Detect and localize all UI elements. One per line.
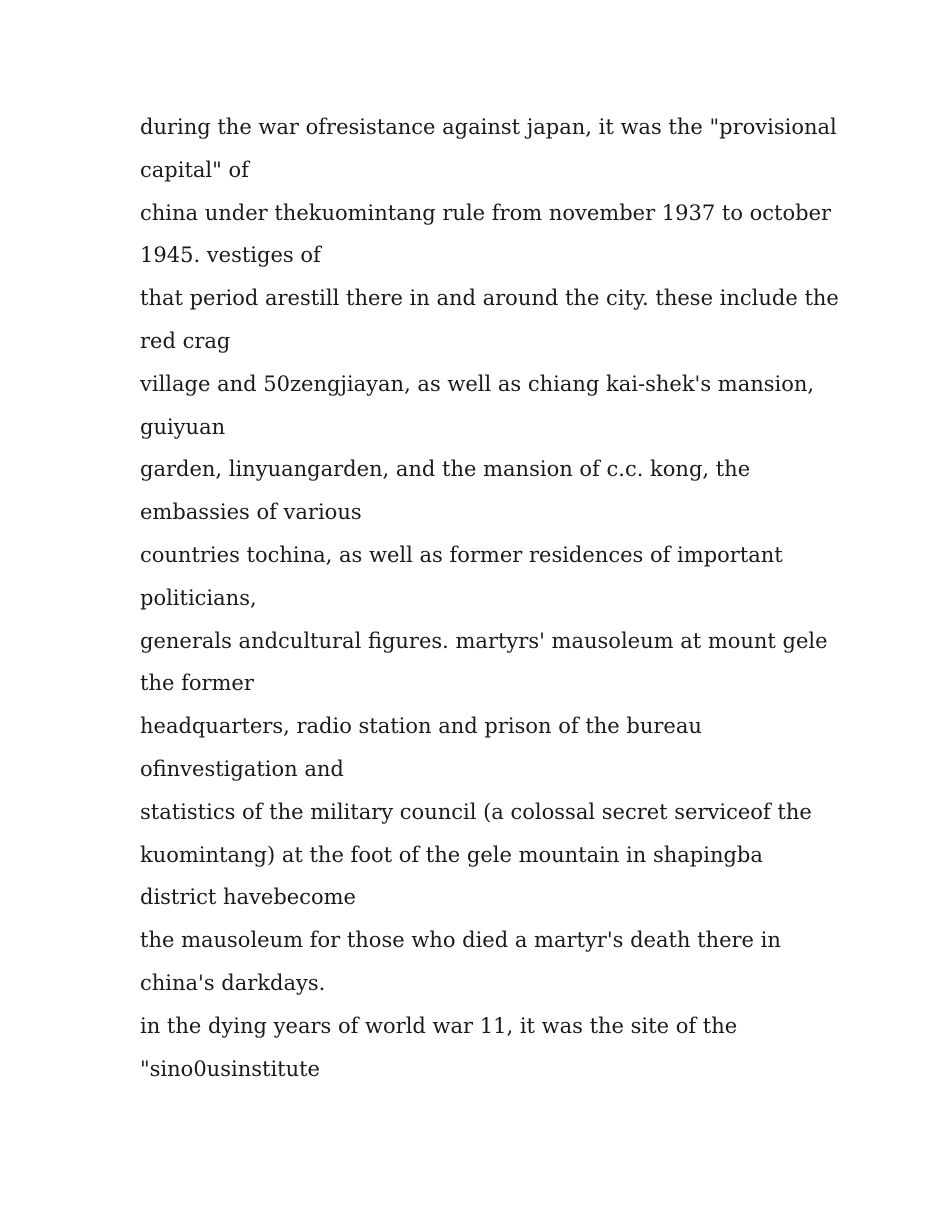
text-line: guiyuan bbox=[140, 414, 226, 439]
text-line: red crag bbox=[140, 328, 231, 353]
text-line: countries tochina, as well as former residences of important bbox=[140, 542, 783, 567]
text-line: the mausoleum for those who died a martyr's death there in bbox=[140, 928, 781, 953]
text-line: china's darkdays. bbox=[140, 970, 326, 995]
text-line: ofinvestigation and bbox=[140, 756, 344, 781]
text-line: in the dying years of world war 11, it was the site of the bbox=[140, 1013, 738, 1038]
text-line: headquarters, radio station and prison of the bureau bbox=[140, 714, 702, 739]
text-line: generals andcultural figures. martyrs' mausoleum at mount gele bbox=[140, 628, 828, 653]
text-line: the former bbox=[140, 671, 254, 696]
text-line: capital" of bbox=[140, 157, 249, 182]
document-body-text bbox=[140, 106, 839, 1090]
text-line: kuomintang) at the foot of the gele mountain in shapingba bbox=[140, 842, 763, 867]
text-line: district havebecome bbox=[140, 885, 356, 910]
text-line: during the war ofresistance against japan, it was the "provisional bbox=[140, 115, 837, 139]
text-line: embassies of various bbox=[140, 500, 362, 525]
text-line: politicians, bbox=[140, 585, 257, 610]
text-line: statistics of the military council (a colossal secret serviceof the bbox=[140, 799, 812, 824]
text-line: that period arestill there in and around the city. these include the bbox=[140, 286, 839, 311]
text-line: china under thekuomintang rule from november 1937 to october bbox=[140, 200, 832, 225]
text-line: 1945. vestiges of bbox=[140, 243, 321, 268]
text-line: garden, linyuangarden, and the mansion of c.c. kong, the bbox=[140, 457, 751, 482]
text-line: "sino0usinstitute bbox=[140, 1056, 320, 1081]
text-line: village and 50zengjiayan, as well as chiang kai-shek's mansion, bbox=[140, 371, 815, 396]
